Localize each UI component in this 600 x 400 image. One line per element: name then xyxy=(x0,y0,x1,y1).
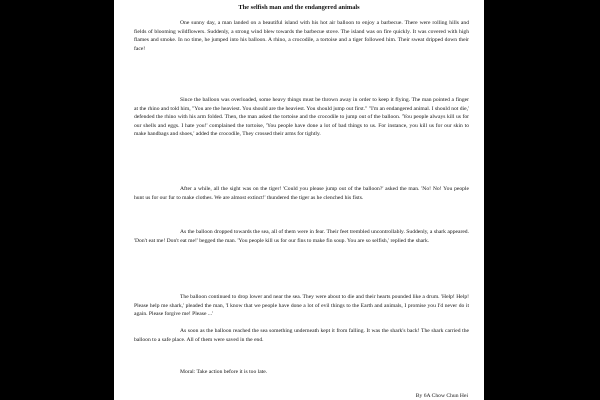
paragraph-5: The balloon continued to drop lower and near the sea. They were about to die and their hearts pounded like a drum. 'Help! Help! Please help me shark,' pleaded the man, 'I know that we people have done a lot of evil things to the Earth and animals, I promise you I'd never do it again. Please forgive me! Please ...' xyxy=(134,294,469,317)
paragraph-4: As the balloon dropped towards the sea, all of them were in fear. Their feet trembled uncontrollably. Suddenly, a shark appeared. 'Don't eat me! Don't eat me!' begged the man. 'You people kill us for our fins to make fin soup. You are so selfish,' replied the shark. xyxy=(134,229,469,244)
paragraph-3: After a while, all the sight was on the tiger! 'Could you please jump out of the balloon?' asked the man. 'No! No! You people hunt us for our fur to make clothes. We are almost extinct!' thundered the tiger as he clenched his fists. xyxy=(134,186,469,201)
moral-line: Moral: Take action before it is too late. xyxy=(180,369,268,375)
document-title: The selfish man and the endangered animals xyxy=(238,4,360,11)
paragraph-6: As soon as the balloon reached the sea something underneath kept it from falling. It was the shark's back! The shark carried the balloon to a safe place. All of them were saved in the end. xyxy=(134,328,469,343)
paragraph-2: Since the balloon was overloaded, some heavy things must be thrown away in order to keep it flying. The man pointed a finger at the rhino and told him, "You are the heaviest. You should are the heaviest. You should jump out first." "I'm an endangered animal. I should not die,' defended the rhino with his arm folded. Then, the man asked the tortoise and the crocodile to jump out of the balloon. 'You people always kill us for our shells and eggs. I hate you!' complained the tortoise, 'You people have done a lot of bad things to us. For instance, you kill us for our skin to make handbags and shoes,' added the crocodile, They crossed their arms for tightly. xyxy=(134,97,469,137)
author-signature: By 6A Chow Chun Hei xyxy=(415,393,468,399)
document-page xyxy=(114,0,484,400)
paragraph-1: One sunny day, a man landed on a beautiful island with his hot air balloon to enjoy a barbecue. There were rolling hills and fields of blooming wildflowers. Suddenly, a strong wind blew towards the barbecue stove. The island was on fire quickly. It was covered with high flames and smoke. In no time, he jumped into his balloon. A rhino, a crocodile, a tortoise and a tiger followed him. Their sweat dripped down their face! xyxy=(134,20,469,52)
